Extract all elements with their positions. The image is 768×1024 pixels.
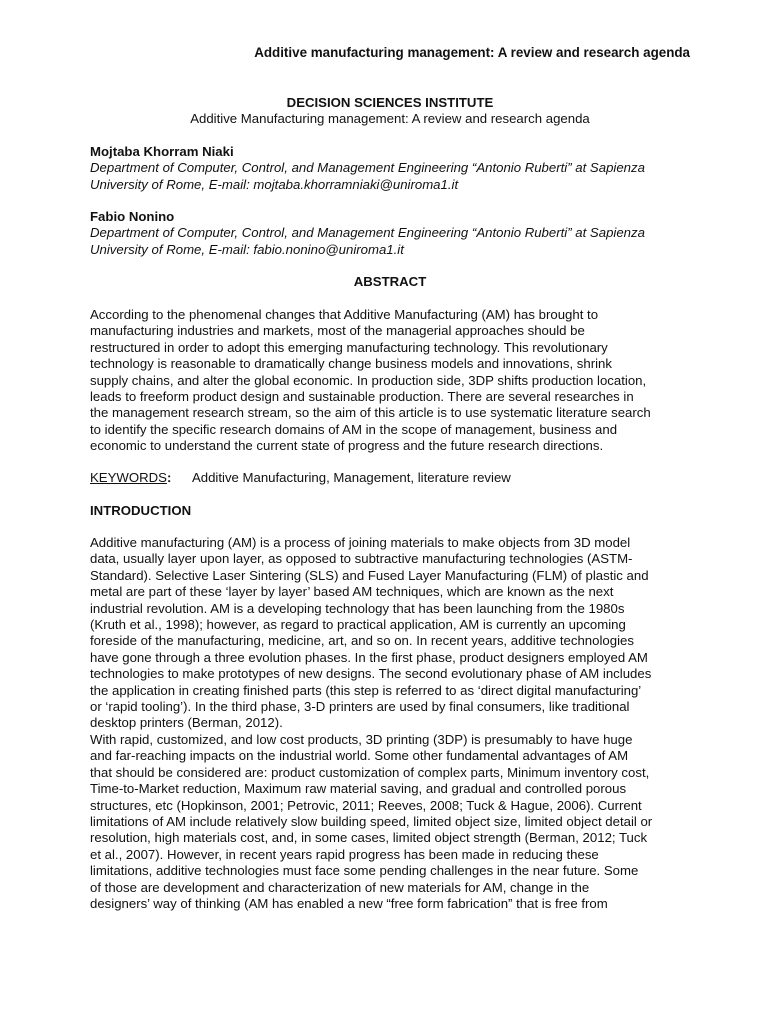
text-line: have gone through a three evolution phases. In the first phase, product designers employed AM <box>90 649 648 665</box>
text-line: manufacturing industries and markets, most of the managerial approaches should be <box>90 323 585 339</box>
introduction-body <box>90 535 690 912</box>
running-header: Additive manufacturing management: A review and research agenda <box>254 45 690 60</box>
text-line: According to the phenomenal changes that Additive Manufacturing (AM) has brought to <box>90 307 599 322</box>
text-line: designers’ way of thinking (AM has enabled a new “free form fabrication” that is free from <box>90 895 608 911</box>
abstract-body <box>90 307 690 455</box>
text-line: or ‘rapid tooling’). In the third phase, 3-D printers are used by final consumers, like traditional <box>90 699 630 715</box>
text-line: supply chains, and alter the global economic. In production side, 3DP shifts production location, <box>90 372 647 388</box>
keywords-text: Additive Manufacturing, Management, literature review <box>191 470 511 485</box>
text-line: limitations, additive technologies must face some pending challenges in the near future. Some <box>90 863 639 879</box>
keywords-colon: : <box>166 470 172 485</box>
text-line: the application in creating finished parts (this step is referred to as ‘direct digital manufacturing’ <box>90 682 642 698</box>
author-affiliation: Department of Computer, Control, and Management Engineering “Antonio Ruberti” at Sapienza <box>90 160 645 176</box>
text-line: of those are development and characterization of new materials for AM, change in the <box>90 879 590 895</box>
text-line: Time-to-Market reduction, Maximum raw material saving, and gradual and controlled porous <box>90 781 627 797</box>
paper-title: Additive Manufacturing management: A review and research agenda <box>190 111 590 126</box>
institute-name: DECISION SCIENCES INSTITUTE <box>286 95 494 110</box>
text-line: et al., 2007). However, in recent years rapid progress has been made in reducing these <box>90 846 599 862</box>
author-name: Mojtaba Khorram Niaki <box>90 144 234 159</box>
author-block-1 <box>90 144 690 193</box>
keywords-label: KEYWORDS <box>90 470 167 485</box>
introduction-heading: INTRODUCTION <box>90 503 192 518</box>
text-line: that should be considered are: product customization of complex parts, Minimum inventory cost, <box>90 764 650 780</box>
text-line: metal are part of these ‘layer by layer’ based AM techniques, which are known as the next <box>90 584 614 600</box>
text-line: technology is reasonable to dramatically change business models and innovations, shrink <box>90 356 612 372</box>
text-line: leads to freeform product design and sustainable production. There are several researches in <box>90 389 634 405</box>
text-line: limitations of AM include relatively slow building speed, limited object size, limited object detail or <box>90 813 653 829</box>
text-line: to identify the specific research domains of AM in the scope of management, business and <box>90 421 618 437</box>
text-line: and far-reaching impacts on the industrial world. Some other fundamental advantages of AM <box>90 748 629 764</box>
text-line: With rapid, customized, and low cost products, 3D printing (3DP) is presumably to have huge <box>90 731 633 747</box>
text-line: industrial revolution. AM is a developing technology that has been launching from the 1980s <box>90 600 625 616</box>
author-affiliation: Department of Computer, Control, and Management Engineering “Antonio Ruberti” at Sapienza <box>90 225 645 241</box>
text-line: foreside of the manufacturing, medicine, art, and so on. In recent years, additive technologies <box>90 633 634 649</box>
text-line: Standard). Selective Laser Sintering (SLS) and Fused Layer Manufacturing (FLM) of plastic and <box>90 567 649 583</box>
text-line: (Kruth et al., 1998); however, as regard to practical application, AM is currently an upcoming <box>90 617 626 633</box>
author-affiliation: University of Rome, E-mail: mojtaba.khorramniaki@uniroma1.it <box>90 176 459 192</box>
author-block-2 <box>90 209 690 258</box>
text-line: the management research stream, so the aim of this article is to use systematic literature search <box>90 405 651 421</box>
text-line: data, usually layer upon layer, as opposed to subtractive manufacturing technologies (ASTM- <box>90 551 633 567</box>
text-line: economic to understand the current state of progress and the future research directions. <box>90 438 604 454</box>
text-line: Additive manufacturing (AM) is a process of joining materials to make objects from 3D model <box>90 535 631 550</box>
keywords-line <box>90 470 690 486</box>
text-line: technologies to make prototypes of new designs. The second evolutionary phase of AM includes <box>90 666 652 682</box>
author-affiliation: University of Rome, E-mail: fabio.nonino@uniroma1.it <box>90 241 404 257</box>
text-line: structures, etc (Hopkinson, 2001; Petrovic, 2011; Reeves, 2008; Tuck & Hague, 2006). Current <box>90 797 642 813</box>
author-name: Fabio Nonino <box>90 209 175 224</box>
text-line: desktop printers (Berman, 2012). <box>90 715 283 731</box>
text-line: restructured in order to adopt this emerging manufacturing technology. This revolutionary <box>90 339 608 355</box>
abstract-heading: ABSTRACT <box>353 274 427 289</box>
text-line: resolution, high materials cost, and, in some cases, limited object strength (Berman, 2012; Tuck <box>90 830 648 846</box>
